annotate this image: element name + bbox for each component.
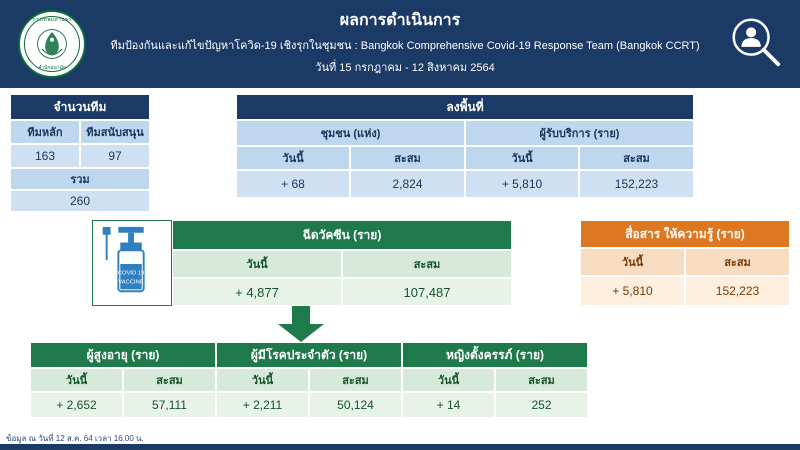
page-title: ผลการดำเนินการ [339,12,461,29]
footnote-text: ข้อมูล ณ วันที่ 12 ส.ค. 64 เวลา 16.00 น. [6,434,144,443]
teams-value-support: 97 [80,144,150,168]
group-chronic-value-today: + 2,211 [216,392,309,418]
teams-total-label: รวม [10,168,150,190]
magnifier-person-icon [726,14,784,72]
field-recipients-col-today: วันนี้ [465,146,579,170]
vaccine-icon-box [92,220,172,306]
group-elderly-value-today: + 2,652 [30,392,123,418]
field-community-col-today: วันนี้ [236,146,350,170]
field-community-value-total: 2,824 [350,170,465,198]
header-subtitle: ทีมป้องกันและแก้ไขปัญหาโควิด-19 เชิงรุกในชุมชน : Bangkok Comprehensive Covid-19 Response Team (Bangkok CCRT) [110,40,700,52]
vaccine-syringe-icon [93,221,171,305]
seal-text-bottom: สำนักอนามัย [38,65,66,71]
vaccine-value-today: + 4,877 [172,278,342,306]
field-recipients-col-total: สะสม [579,146,694,170]
teams-title: จำนวนทีม [10,94,150,120]
svg-text:VACCINE: VACCINE [118,279,144,286]
teams-col-main: ทีมหลัก [10,120,80,144]
communication-col-total: สะสม [685,248,790,276]
vaccine-col-today: วันนี้ [172,250,342,278]
teams-col-support: ทีมสนับสนุน [80,120,150,144]
group-elderly-value-total: 57,111 [123,392,216,418]
group-chronic-col-total: สะสม [309,368,402,392]
teams-total-value: 260 [10,190,150,212]
teams-value-main: 163 [10,144,80,168]
vaccine-col-total: สะสม [342,250,512,278]
field-group-community-label: ชุมชน (แห่ง) [236,120,465,146]
group-pregnant-value-today: + 14 [402,392,495,418]
group-chronic-col-today: วันนี้ [216,368,309,392]
vaccine-value-total: 107,487 [342,278,512,306]
communication-value-total: 152,223 [685,276,790,306]
group-pregnant-col-total: สะสม [495,368,588,392]
group-chronic-title: ผู้มีโรคประจำตัว (ราย) [216,342,402,368]
footer-rule [0,444,800,450]
group-pregnant-title: หญิงตั้งครรภ์ (ราย) [402,342,588,368]
field-community-value-today: + 68 [236,170,350,198]
group-elderly-col-total: สะสม [123,368,216,392]
vaccine-title: ฉีดวัคซีน (ราย) [172,220,512,250]
field-community-col-total: สะสม [350,146,465,170]
arrow-down-icon [278,306,324,342]
group-elderly-title: ผู้สูงอายุ (ราย) [30,342,216,368]
group-pregnant-value-total: 252 [495,392,588,418]
field-group-recipients-label: ผู้รับบริการ (ราย) [465,120,694,146]
communication-col-today: วันนี้ [580,248,685,276]
communication-value-today: + 5,810 [580,276,685,306]
svg-text:COVID 19: COVID 19 [117,270,145,277]
group-chronic-value-total: 50,124 [309,392,402,418]
field-recipients-value-today: + 5,810 [465,170,579,198]
field-recipients-value-total: 152,223 [579,170,694,198]
field-title: ลงพื้นที่ [236,94,694,120]
group-elderly-col-today: วันนี้ [30,368,123,392]
header-banner [0,0,800,88]
seal-text-top: กรุงเทพมหานคร [32,17,72,23]
communication-title: สื่อสาร ให้ความรู้ (ราย) [580,220,790,248]
header-date-range: วันที่ 15 กรกฎาคม - 12 สิงหาคม 2564 [315,62,495,74]
group-pregnant-col-today: วันนี้ [402,368,495,392]
